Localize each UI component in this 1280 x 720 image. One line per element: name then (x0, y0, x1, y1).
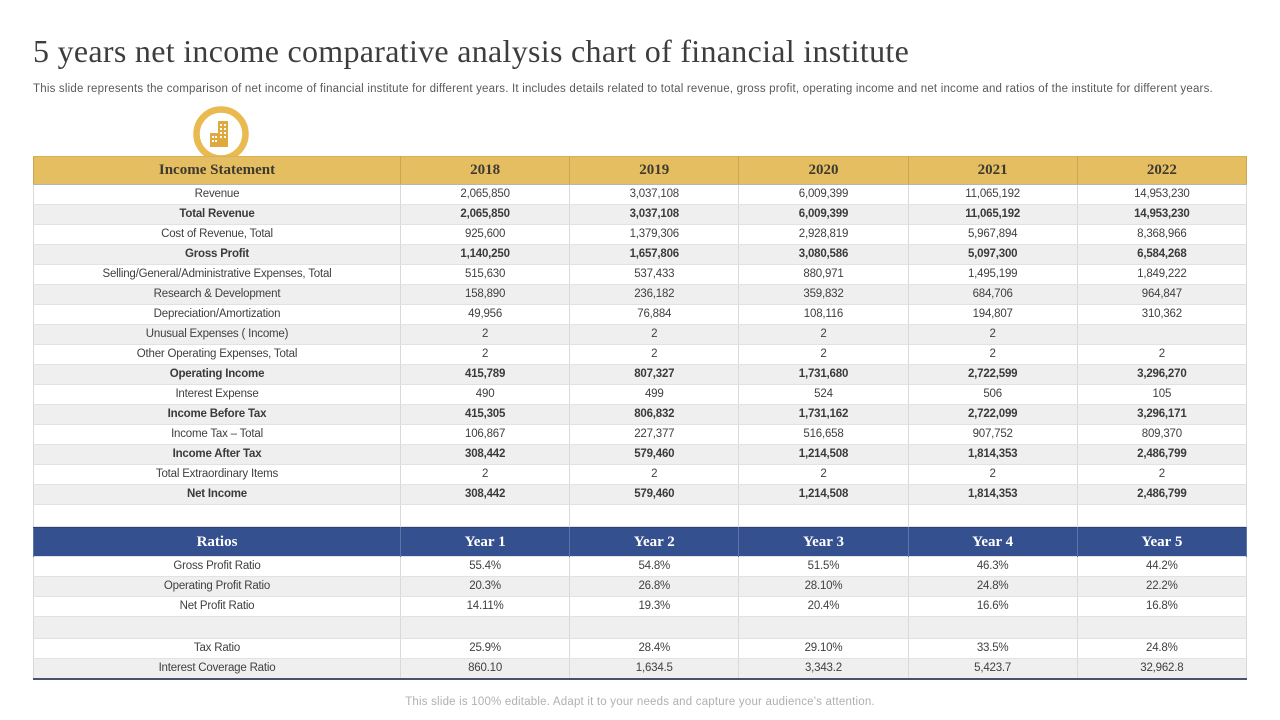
table-row (34, 659, 1247, 679)
value-cell: 1,495,199 (908, 265, 1077, 285)
value-cell: 14,953,230 (1077, 185, 1246, 205)
column-header-period: 2022 (1077, 157, 1246, 185)
row-label-cell: Revenue (34, 185, 401, 205)
table-row (34, 639, 1247, 659)
table-row (34, 345, 1247, 365)
financial-tables (33, 156, 1246, 680)
value-cell: 964,847 (1077, 285, 1246, 305)
editable-note: This slide is 100% editable. Adapt it to your needs and capture your audience's attention. (405, 696, 875, 708)
value-cell: 2,065,850 (401, 185, 570, 205)
value-cell: 1,849,222 (1077, 265, 1246, 285)
value-cell: 308,442 (401, 445, 570, 465)
value-cell: 1,379,306 (570, 225, 739, 245)
value-cell: 11,065,192 (908, 185, 1077, 205)
row-label-cell: Other Operating Expenses, Total (34, 345, 401, 365)
row-label-cell: Operating Profit Ratio (34, 577, 401, 597)
value-cell: 516,658 (739, 425, 908, 445)
value-cell: 49,956 (401, 305, 570, 325)
column-header-period: 2019 (570, 157, 739, 185)
table-row (34, 205, 1247, 225)
value-cell: 2 (739, 345, 908, 365)
value-cell: 2 (1077, 345, 1246, 365)
table-row (34, 325, 1247, 345)
value-cell: 22.2% (1077, 577, 1246, 597)
row-label-cell: Cost of Revenue, Total (34, 225, 401, 245)
value-cell: 415,789 (401, 365, 570, 385)
value-cell: 3,343.2 (739, 659, 908, 679)
value-cell: 359,832 (739, 285, 908, 305)
value-cell: 579,460 (570, 485, 739, 505)
value-cell: 684,706 (908, 285, 1077, 305)
value-cell: 11,065,192 (908, 205, 1077, 225)
value-cell: 44.2% (1077, 557, 1246, 577)
row-label-cell: Gross Profit Ratio (34, 557, 401, 577)
value-cell: 227,377 (570, 425, 739, 445)
row-label-cell (34, 505, 401, 527)
row-label-cell: Interest Expense (34, 385, 401, 405)
column-header-period: 2021 (908, 157, 1077, 185)
table-row (34, 245, 1247, 265)
row-label-cell: Selling/General/Administrative Expenses, Total (34, 265, 401, 285)
value-cell: 809,370 (1077, 425, 1246, 445)
value-cell: 2,928,819 (739, 225, 908, 245)
column-header-period: Year 2 (570, 528, 739, 557)
ratios-table (33, 527, 1247, 680)
spacer-row (34, 617, 1247, 639)
value-cell: 415,305 (401, 405, 570, 425)
value-cell: 2 (401, 345, 570, 365)
value-cell: 108,116 (739, 305, 908, 325)
value-cell: 28.4% (570, 639, 739, 659)
column-header-period: 2018 (401, 157, 570, 185)
value-cell: 55.4% (401, 557, 570, 577)
value-cell (739, 617, 908, 639)
value-cell: 1,214,508 (739, 445, 908, 465)
value-cell: 194,807 (908, 305, 1077, 325)
value-cell (570, 505, 739, 527)
table-row (34, 405, 1247, 425)
value-cell: 2 (570, 325, 739, 345)
row-label-cell: Net Income (34, 485, 401, 505)
value-cell: 5,097,300 (908, 245, 1077, 265)
value-cell: 2 (739, 465, 908, 485)
row-label-cell: Depreciation/Amortization (34, 305, 401, 325)
value-cell: 20.4% (739, 597, 908, 617)
value-cell: 1,731,162 (739, 405, 908, 425)
value-cell: 6,584,268 (1077, 245, 1246, 265)
income-statement-table (33, 156, 1247, 527)
value-cell: 24.8% (1077, 639, 1246, 659)
value-cell: 807,327 (570, 365, 739, 385)
value-cell: 6,009,399 (739, 205, 908, 225)
row-label-cell: Gross Profit (34, 245, 401, 265)
value-cell: 14,953,230 (1077, 205, 1246, 225)
value-cell: 1,634.5 (570, 659, 739, 679)
value-cell: 506 (908, 385, 1077, 405)
value-cell: 16.8% (1077, 597, 1246, 617)
value-cell (908, 505, 1077, 527)
income-statement-header-row (34, 157, 1247, 185)
value-cell: 8,368,966 (1077, 225, 1246, 245)
spacer-row (34, 505, 1247, 527)
value-cell: 3,037,108 (570, 205, 739, 225)
row-label-cell: Interest Coverage Ratio (34, 659, 401, 679)
value-cell: 26.8% (570, 577, 739, 597)
row-label-cell: Total Revenue (34, 205, 401, 225)
value-cell: 524 (739, 385, 908, 405)
value-cell: 1,814,353 (908, 445, 1077, 465)
row-label-cell: Operating Income (34, 365, 401, 385)
value-cell: 2,722,599 (908, 365, 1077, 385)
value-cell: 1,214,508 (739, 485, 908, 505)
value-cell (739, 505, 908, 527)
value-cell (1077, 505, 1246, 527)
value-cell: 24.8% (908, 577, 1077, 597)
page-title: 5 years net income comparative analysis chart of financial institute (33, 33, 910, 69)
value-cell: 32,962.8 (1077, 659, 1246, 679)
value-cell: 2 (739, 325, 908, 345)
value-cell (1077, 617, 1246, 639)
value-cell: 33.5% (908, 639, 1077, 659)
table-row (34, 577, 1247, 597)
value-cell: 2 (908, 325, 1077, 345)
row-label-cell (34, 617, 401, 639)
value-cell: 1,657,806 (570, 245, 739, 265)
value-cell: 14.11% (401, 597, 570, 617)
value-cell: 499 (570, 385, 739, 405)
value-cell (908, 617, 1077, 639)
value-cell: 2 (570, 465, 739, 485)
value-cell: 3,296,171 (1077, 405, 1246, 425)
value-cell: 76,884 (570, 305, 739, 325)
column-header-period: 2020 (739, 157, 908, 185)
ratios-body (34, 557, 1247, 679)
table-row (34, 485, 1247, 505)
row-label-cell: Income Tax – Total (34, 425, 401, 445)
value-cell (401, 505, 570, 527)
value-cell: 490 (401, 385, 570, 405)
value-cell: 106,867 (401, 425, 570, 445)
column-header-period: Year 4 (908, 528, 1077, 557)
value-cell: 158,890 (401, 285, 570, 305)
value-cell: 51.5% (739, 557, 908, 577)
value-cell: 20.3% (401, 577, 570, 597)
row-label-cell: Tax Ratio (34, 639, 401, 659)
table-row (34, 225, 1247, 245)
income-statement-body (34, 185, 1247, 527)
value-cell: 1,140,250 (401, 245, 570, 265)
value-cell: 2,486,799 (1077, 485, 1246, 505)
value-cell: 860.10 (401, 659, 570, 679)
value-cell: 880,971 (739, 265, 908, 285)
table-row (34, 385, 1247, 405)
table-row (34, 185, 1247, 205)
row-label-cell: Research & Development (34, 285, 401, 305)
column-header-label: Income Statement (34, 157, 401, 185)
table-row (34, 557, 1247, 577)
value-cell: 579,460 (570, 445, 739, 465)
table-row (34, 465, 1247, 485)
table-row (34, 265, 1247, 285)
value-cell: 2 (1077, 465, 1246, 485)
value-cell: 19.3% (570, 597, 739, 617)
value-cell: 2,065,850 (401, 205, 570, 225)
value-cell (570, 617, 739, 639)
value-cell: 2,722,099 (908, 405, 1077, 425)
value-cell: 1,814,353 (908, 485, 1077, 505)
value-cell: 537,433 (570, 265, 739, 285)
column-header-period: Year 1 (401, 528, 570, 557)
value-cell: 925,600 (401, 225, 570, 245)
value-cell: 46.3% (908, 557, 1077, 577)
value-cell: 16.6% (908, 597, 1077, 617)
value-cell: 28.10% (739, 577, 908, 597)
value-cell: 3,296,270 (1077, 365, 1246, 385)
bank-building-icon (193, 106, 249, 162)
column-header-label: Ratios (34, 528, 401, 557)
row-label-cell: Income After Tax (34, 445, 401, 465)
value-cell: 5,423.7 (908, 659, 1077, 679)
value-cell (401, 617, 570, 639)
value-cell: 236,182 (570, 285, 739, 305)
table-row (34, 285, 1247, 305)
value-cell: 25.9% (401, 639, 570, 659)
table-row (34, 365, 1247, 385)
value-cell: 2 (908, 465, 1077, 485)
value-cell: 1,731,680 (739, 365, 908, 385)
value-cell: 3,037,108 (570, 185, 739, 205)
ratios-header-row (34, 528, 1247, 557)
value-cell: 3,080,586 (739, 245, 908, 265)
slide-subtitle: This slide represents the comparison of net income of financial institute for different years. It includes details related to total revenue, gross profit, operating income and net income and ratios of the institute for different years. (33, 83, 1213, 95)
row-label-cell: Total Extraordinary Items (34, 465, 401, 485)
value-cell: 2 (570, 345, 739, 365)
row-label-cell: Net Profit Ratio (34, 597, 401, 617)
value-cell: 310,362 (1077, 305, 1246, 325)
value-cell: 2 (401, 465, 570, 485)
value-cell: 2,486,799 (1077, 445, 1246, 465)
table-row (34, 597, 1247, 617)
table-row (34, 445, 1247, 465)
column-header-period: Year 5 (1077, 528, 1246, 557)
value-cell: 6,009,399 (739, 185, 908, 205)
value-cell: 308,442 (401, 485, 570, 505)
value-cell (1077, 325, 1246, 345)
value-cell: 2 (401, 325, 570, 345)
value-cell: 54.8% (570, 557, 739, 577)
value-cell: 2 (908, 345, 1077, 365)
column-header-period: Year 3 (739, 528, 908, 557)
value-cell: 105 (1077, 385, 1246, 405)
value-cell: 907,752 (908, 425, 1077, 445)
value-cell: 515,630 (401, 265, 570, 285)
row-label-cell: Unusual Expenses ( Income) (34, 325, 401, 345)
value-cell: 5,967,894 (908, 225, 1077, 245)
table-row (34, 425, 1247, 445)
row-label-cell: Income Before Tax (34, 405, 401, 425)
value-cell: 806,832 (570, 405, 739, 425)
table-row (34, 305, 1247, 325)
value-cell: 29.10% (739, 639, 908, 659)
